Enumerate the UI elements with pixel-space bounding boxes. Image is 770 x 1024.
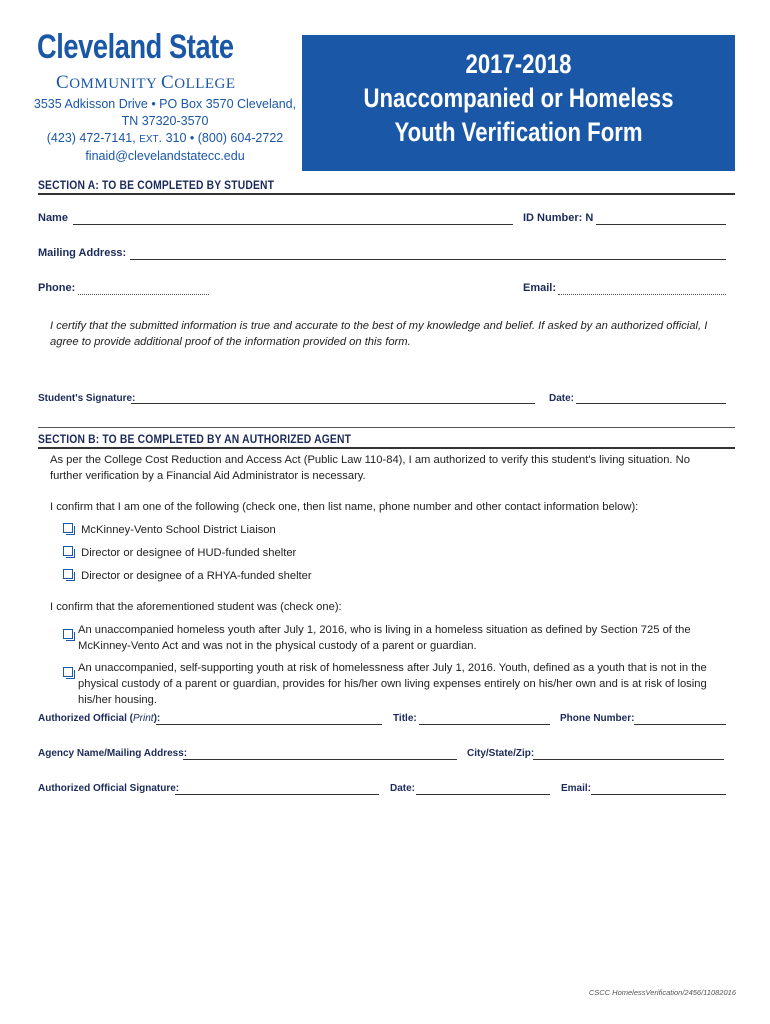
section-b-top-rule: [38, 427, 735, 428]
checkbox-at-risk-youth[interactable]: [63, 664, 73, 682]
city-state-zip-label: City/State/Zip:: [467, 748, 535, 759]
mailing-address-label: Mailing Address:: [38, 247, 127, 259]
student-signature-label: Student's Signature:: [38, 393, 136, 404]
phone-label: Phone:: [38, 282, 76, 294]
student-date-field[interactable]: [576, 403, 726, 404]
agent-option-rhya-shelter[interactable]: Director or designee of a RHYA-funded shelter: [63, 568, 312, 584]
name-label: Name: [38, 212, 68, 224]
official-email-label: Email:: [561, 783, 592, 794]
official-title-field[interactable]: [419, 724, 550, 725]
agent-option-hud-shelter[interactable]: Director or designee of HUD-funded shelter: [63, 545, 296, 561]
checkbox-rhya-shelter[interactable]: [63, 569, 73, 579]
city-state-zip-field[interactable]: [533, 759, 724, 760]
official-print-label: Authorized Official (Print):: [38, 713, 161, 724]
official-email-field[interactable]: [591, 794, 726, 795]
official-title-label: Title:: [393, 713, 417, 724]
student-signature-field[interactable]: [131, 403, 535, 404]
student-date-label: Date:: [549, 393, 575, 404]
student-status-instruction: I confirm that the aforementioned student was (check one):: [50, 601, 342, 613]
section-b-heading: SECTION B: TO BE COMPLETED BY AN AUTHORIZED AGENT: [38, 432, 352, 446]
agency-address-field[interactable]: [183, 759, 457, 760]
status-option-homeless: An unaccompanied homeless youth after July 1, 2016, who is living in a homeless situation as defined by Section 725 of the McKinney-Vento Act and was not in the physical custody of a parent or guardian.: [78, 624, 691, 652]
form-code: CSCC HomelessVerification/2456/11082016: [588, 988, 736, 997]
agent-confirm-instruction: I confirm that I am one of the following (check one, then list name, phone number and other contact information below):: [50, 501, 639, 513]
checkbox-liaison[interactable]: [63, 523, 73, 533]
email-label: Email:: [523, 282, 557, 294]
phone-line: (423) 472-7141, EXT. 310 • (800) 604-2722: [46, 131, 284, 145]
id-number-label: ID Number: N: [523, 212, 594, 224]
official-phone-field[interactable]: [634, 724, 726, 725]
section-b-intro: As per the College Cost Reduction and Access Act (Public Law 110-84), I am authorized to verify this student's living situation. No further verification by a Financial Aid Administrator is necessary.: [50, 454, 690, 482]
official-date-field[interactable]: [416, 794, 550, 795]
official-phone-label: Phone Number:: [560, 713, 635, 724]
email-field[interactable]: [558, 294, 726, 295]
agent-option-liaison[interactable]: McKinney-Vento School District Liaison: [63, 522, 276, 538]
official-print-field[interactable]: [156, 724, 382, 725]
official-signature-label: Authorized Official Signature:: [38, 783, 180, 794]
phone-field[interactable]: [78, 294, 209, 295]
form-title-line-2: Youth Verification Form: [394, 117, 643, 147]
form-title-line-1: Unaccompanied or Homeless: [363, 83, 674, 113]
address-line-2: TN 37320-3570: [121, 114, 209, 128]
official-date-label: Date:: [390, 783, 416, 794]
college-logo-subtitle: COMMUNITY COLLEGE: [56, 72, 236, 93]
id-number-field[interactable]: [596, 224, 726, 225]
status-option-at-risk: An unaccompanied, self-supporting youth at risk of homelessness after July 1, 2016. Youth, defined as a youth that is not in the physical custody of a parent or guardian, provides for his/her own living expenses entirely on his/her own and is at risk of losing his/her housing.: [78, 662, 707, 706]
checkbox-hud-shelter[interactable]: [63, 546, 73, 556]
address-line-1: 3535 Adkisson Drive • PO Box 3570 Cleveland,: [33, 97, 297, 111]
form-year: 2017-2018: [465, 49, 572, 79]
contact-email: finaid@clevelandstatecc.edu: [85, 149, 245, 163]
certification-statement: I certify that the submitted information is true and accurate to the best of my knowledge and belief. If asked by an authorized official, I agree to provide additional proof of the information provided on this form.: [50, 320, 708, 348]
name-field[interactable]: [73, 224, 513, 225]
agency-address-label: Agency Name/Mailing Address:: [38, 748, 188, 759]
mailing-address-field[interactable]: [130, 259, 726, 260]
form-title-box: [302, 35, 735, 171]
checkbox-homeless-youth[interactable]: [63, 626, 73, 644]
section-a-rule: [38, 193, 735, 195]
college-logo-name: Cleveland State: [37, 28, 234, 66]
section-b-rule: [38, 447, 735, 449]
section-a-heading: SECTION A: TO BE COMPLETED BY STUDENT: [38, 178, 275, 192]
college-contact-block: [30, 96, 300, 165]
official-signature-field[interactable]: [175, 794, 379, 795]
